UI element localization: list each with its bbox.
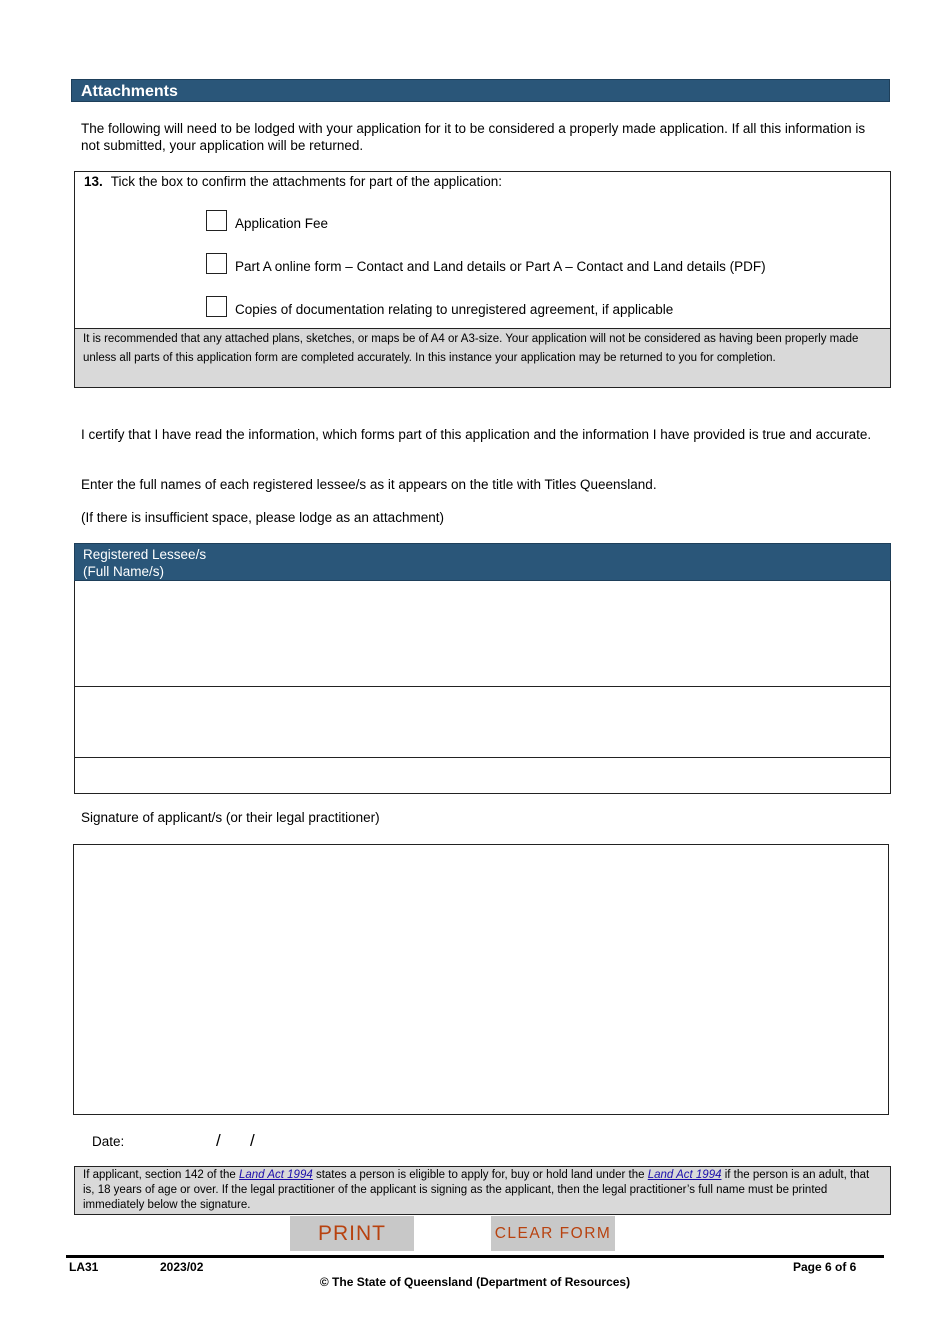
- lessee-name-field-6[interactable]: [74, 758, 891, 794]
- lessee-name-field-4[interactable]: [74, 687, 891, 723]
- footer-divider: [66, 1255, 884, 1258]
- checkbox-label: Part A online form – Contact and Land details or Part A – Contact and Land details (PDF): [235, 259, 766, 274]
- signature-label: Signature of applicant/s (or their legal practitioner): [81, 810, 380, 825]
- enter-names-text: Enter the full names of each registered lessee/s as it appears on the title with Titles Queensland.: [81, 477, 657, 492]
- checkbox-row-application-fee: [206, 210, 328, 231]
- date-separator: /: [216, 1131, 221, 1150]
- lessee-name-field-5[interactable]: [74, 722, 891, 758]
- signature-field-6[interactable]: [73, 1069, 889, 1115]
- land-act-link[interactable]: Land Act 1994: [239, 1169, 313, 1181]
- signature-field-3[interactable]: [73, 934, 889, 980]
- date-separator: /: [250, 1131, 255, 1150]
- signature-field-5[interactable]: [73, 1024, 889, 1070]
- intro-text: The following will need to be lodged with your application for it to be considered a properly made application. If all this information is not submitted, your application will be returned.: [81, 121, 866, 153]
- checkbox-label: Copies of documentation relating to unregistered agreement, if applicable: [235, 302, 674, 317]
- footer-form-code: LA31: [69, 1260, 99, 1274]
- insufficient-space-text: (If there is insufficient space, please lodge as an attachment): [81, 510, 444, 525]
- signature-field-2[interactable]: [73, 889, 889, 935]
- question-text: Tick the box to confirm the attachments for part of the application:: [110, 174, 502, 189]
- lessee-header-line1: Registered Lessee/s: [83, 547, 207, 562]
- footer-copyright: © The State of Queensland (Department of Resources): [319, 1275, 631, 1289]
- lessee-name-field-1[interactable]: [74, 581, 891, 617]
- clear-form-button[interactable]: CLEAR FORM: [491, 1216, 615, 1251]
- question-number: 13.: [84, 174, 103, 189]
- checkbox-label: Application Fee: [235, 216, 329, 231]
- date-day-field[interactable]: [130, 1130, 214, 1154]
- checkbox-documentation[interactable]: [206, 296, 227, 317]
- question-13-prompt: [84, 174, 502, 189]
- lessee-name-field-3[interactable]: [74, 651, 891, 687]
- footer-page-number: Page 6 of 6: [793, 1260, 857, 1274]
- note-text: If applicant, section 142 of the: [83, 1169, 239, 1181]
- lessee-table-header: [74, 543, 891, 581]
- section-header-attachments: Attachments: [71, 79, 890, 102]
- note-text: if the person is an adult, that is, 18 years of age or over. If the legal practitioner of the applicant is signing as the applicant, then the legal practitioner’s full name must be printed immediately below the signature.: [83, 1169, 870, 1211]
- footer-version: 2023/02: [160, 1260, 204, 1274]
- checkbox-row-part-a: [206, 253, 766, 274]
- note-text: states a person is eligible to apply for, buy or hold land under the: [312, 1169, 648, 1181]
- land-act-link[interactable]: Land Act 1994: [647, 1169, 722, 1181]
- eligibility-note: [74, 1166, 891, 1215]
- certify-text: I certify that I have read the information, which forms part of this application and the information I have provided is true and accurate.: [81, 427, 872, 442]
- print-button[interactable]: PRINT: [290, 1216, 414, 1251]
- signature-field-4[interactable]: [73, 979, 889, 1025]
- date-label: Date:: [92, 1134, 125, 1149]
- signature-field-1[interactable]: [73, 844, 889, 890]
- checkbox-part-a-form[interactable]: [206, 253, 227, 274]
- date-year-field[interactable]: [258, 1130, 318, 1154]
- date-month-field[interactable]: [224, 1130, 248, 1154]
- checkbox-application-fee[interactable]: [206, 210, 227, 231]
- lessee-name-field-2[interactable]: [74, 616, 891, 652]
- lessee-header-line2: (Full Name/s): [83, 564, 165, 579]
- checkbox-row-documentation: [206, 296, 673, 317]
- attachment-size-note: It is recommended that any attached plans, sketches, or maps be of A4 or A3-size. Your application will not be considered as having been properly made unless all parts of this application form are completed accurately. In this instance your application may be returned to you for completion.: [74, 328, 891, 388]
